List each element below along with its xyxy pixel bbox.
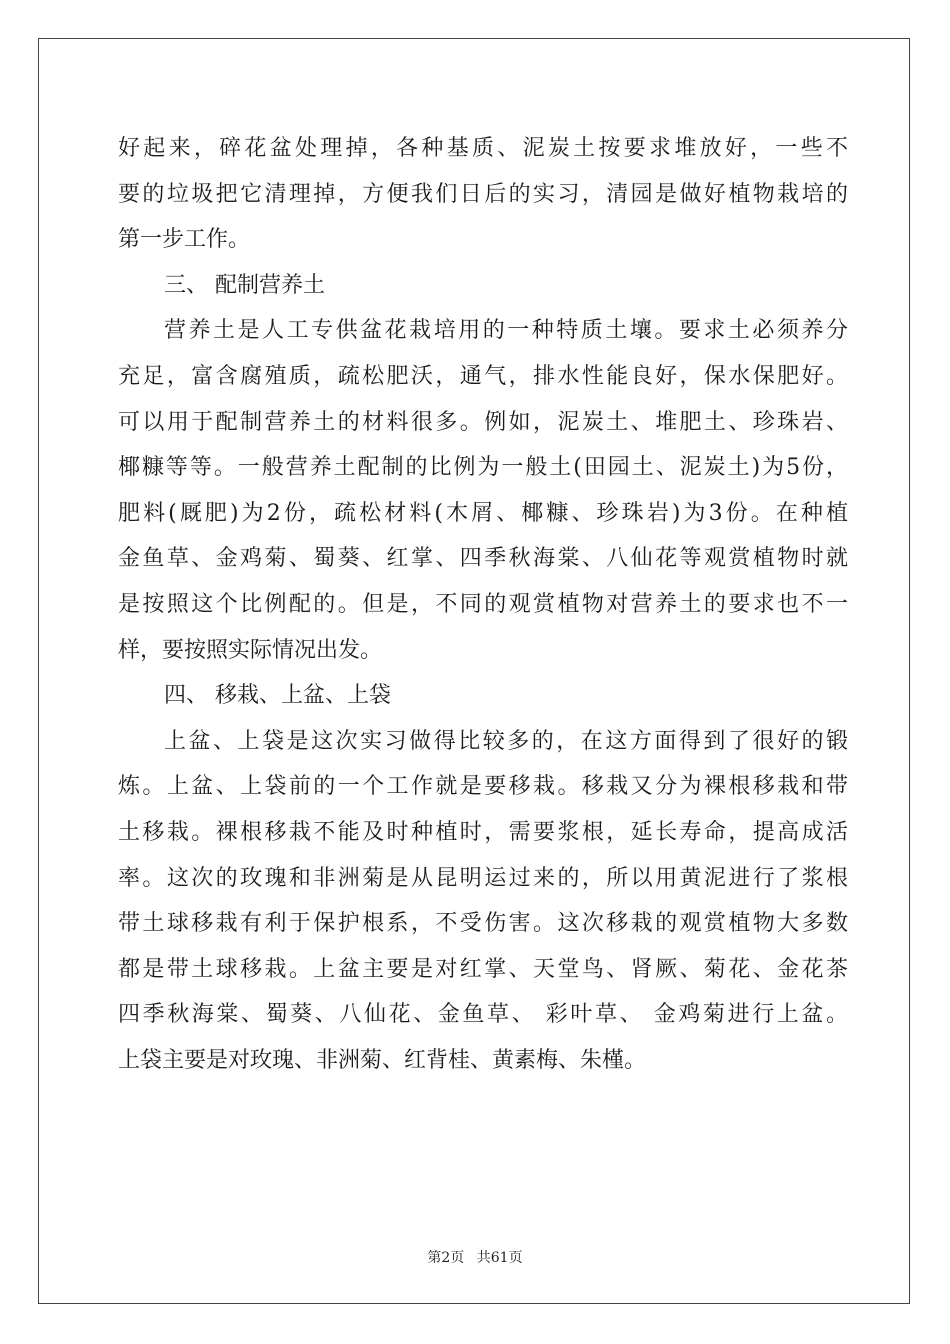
text-line: 三、 配制营养土 xyxy=(164,272,325,298)
text-line: 都是带土球移栽。上盆主要是对红掌、天堂鸟、肾厥、菊花、金花茶 xyxy=(118,956,848,982)
paragraph xyxy=(118,719,848,1084)
section-heading xyxy=(118,263,848,309)
text-line: 是按照这个比例配的。但是，不同的观赏植物对营养土的要求也不一 xyxy=(118,591,848,617)
text-line: 上盆、上袋是这次实习做得比较多的，在这方面得到了很好的锻 xyxy=(164,728,848,754)
text-line: 可以用于配制营养土的材料很多。例如，泥炭土、堆肥土、珍珠岩、 xyxy=(118,409,848,435)
document-body xyxy=(118,126,848,1083)
text-line: 营养土是人工专供盆花栽培用的一种特质土壤。要求土必须养分 xyxy=(164,318,848,344)
text-line: 上袋主要是对玫瑰、非洲菊、红背桂、黄素梅、朱槿。 xyxy=(118,1047,647,1073)
text-line: 带土球移栽有利于保护根系，不受伤害。这次移栽的观赏植物大多数 xyxy=(118,911,848,937)
text-line: 金鱼草、金鸡菊、蜀葵、红掌、四季秋海棠、八仙花等观赏植物时就 xyxy=(118,546,848,572)
text-line: 好起来，碎花盆处理掉，各种基质、泥炭土按要求堆放好，一些不 xyxy=(118,136,848,161)
text-line: 第一步工作。 xyxy=(118,227,251,253)
text-line: 充足，富含腐殖质，疏松肥沃，通气，排水性能良好，保水保肥好。 xyxy=(118,363,848,389)
section-heading xyxy=(118,673,848,719)
text-line: 土移栽。裸根移栽不能及时种植时，需要浆根，延长寿命，提高成活 xyxy=(118,819,848,845)
paragraph xyxy=(118,308,848,673)
text-line: 率。这次的玫瑰和非洲菊是从昆明运过来的，所以用黄泥进行了浆根 xyxy=(118,865,848,891)
text-line: 肥料(厩肥)为2份，疏松材料(木屑、椰糠、珍珠岩)为3份。在种植 xyxy=(118,500,848,526)
text-line: 样，要按照实际情况出发。 xyxy=(118,637,383,663)
page-number: 第2页 xyxy=(427,1250,465,1266)
text-line: 椰糠等等。一般营养土配制的比例为一般土(田园土、泥炭土)为5份， xyxy=(118,455,848,481)
page-total: 共61页 xyxy=(476,1250,523,1266)
text-line: 炼。上盆、上袋前的一个工作就是要移栽。移栽又分为裸根移栽和带 xyxy=(118,774,848,800)
text-line: 四、 移栽、上盆、上袋 xyxy=(164,683,391,709)
text-line: 要的垃圾把它清理掉，方便我们日后的实习，清园是做好植物栽培的 xyxy=(118,181,848,207)
text-line: 四季秋海棠、蜀葵、八仙花、金鱼草、 彩叶草、 金鸡菊进行上盆。 xyxy=(118,1002,848,1028)
page-footer xyxy=(0,1247,950,1267)
paragraph xyxy=(118,126,848,263)
